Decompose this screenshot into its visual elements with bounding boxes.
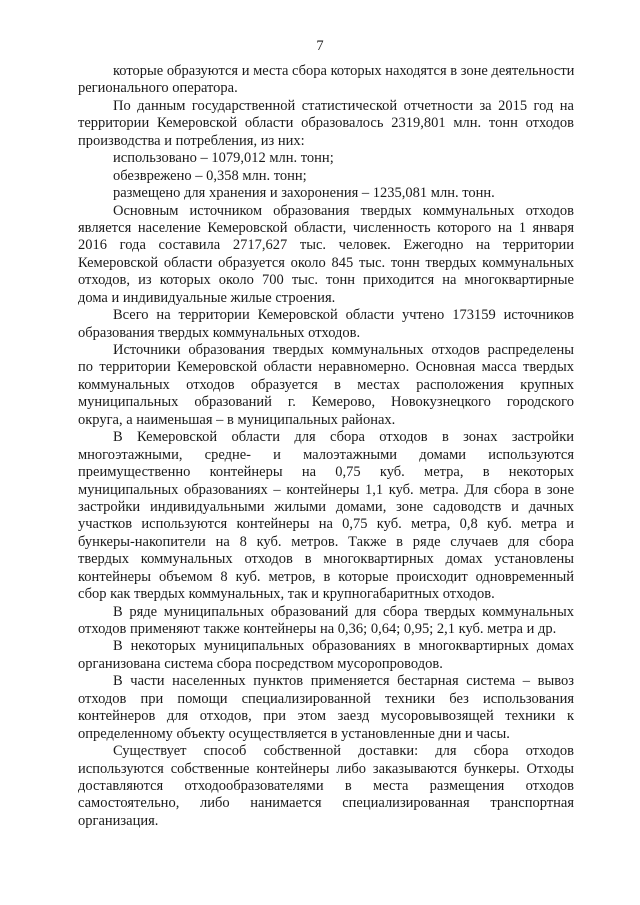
paragraph [78, 98, 574, 150]
paragraph [78, 63, 574, 98]
text-line: участков используются контейнеры на 0,75 куб. метра, 0,8 куб. метра и [78, 516, 574, 533]
text-line: регионального оператора. [78, 80, 238, 97]
paragraph [78, 638, 574, 673]
text-line: производства и потребления, из них: [78, 132, 305, 149]
text-line: многоэтажными, средне- и малоэтажными домами используются [78, 446, 574, 463]
text-line: организация. [78, 812, 159, 829]
text-line: муниципальных образований г. Кемерово, Новокузнецкого городского [78, 394, 574, 411]
text-line: Кемеровской области образуется около 845 тыс. тонн твердых коммунальных [78, 254, 574, 271]
text-line: использовано – 1079,012 млн. тонн; [113, 150, 334, 167]
paragraph [78, 185, 574, 202]
text-line: используются собственные контейнеры либо заказываются бункеры. Отходы [78, 760, 574, 777]
text-line: образования твердых коммунальных отходов. [78, 324, 361, 341]
text-line: муниципальных образованиях – контейнеры 1,1 куб. метра. Для сбора в зоне [78, 481, 574, 498]
text-line: Основным источником образования твердых коммунальных отходов [113, 202, 574, 219]
paragraph [78, 168, 574, 185]
text-line: преимущественно контейнеры на 0,75 куб. метра, в некоторых [78, 464, 574, 481]
text-line: застройки индивидуальными жилыми домами, зоне садоводств и дачных [78, 498, 574, 515]
text-line: Всего на территории Кемеровской области учтено 173159 источников [113, 307, 574, 324]
text-line: контейнеры объемом 8 куб. метров, в которые происходит одновременный [78, 568, 574, 585]
text-line: самостоятельно, либо нанимается специализированная транспортная [78, 795, 574, 812]
text-line: по территории Кемеровской области неравномерно. Основная масса твердых [78, 359, 574, 376]
text-line: контейнеров для отходов, при этом заезд мусоровывозящей техники к [78, 708, 574, 725]
text-line: По данным государственной статистической отчетности за 2015 год на [113, 97, 574, 114]
text-line: отходов, из которых около 700 тыс. тонн приходится на многоквартирные [78, 272, 574, 289]
text-line: В Кемеровской области для сбора отходов в зонах застройки [113, 429, 574, 446]
text-line: отходов при помощи специализированной техники без использования [78, 690, 574, 707]
paragraph [78, 673, 574, 743]
page-number: 7 [316, 38, 324, 54]
text-line: В части населенных пунктов применяется бестарная система – вывоз [113, 673, 574, 690]
paragraph [78, 429, 574, 603]
text-line: Источники образования твердых коммунальных отходов распределены [113, 342, 574, 358]
paragraph [78, 342, 574, 429]
text-line: бункеры-накопители на 8 куб. метров. Также в ряде случаев для сбора [78, 533, 574, 550]
text-line: является население Кемеровской области, численность которого на 1 января [78, 219, 574, 236]
text-line: В ряде муниципальных образований для сбора твердых коммунальных [113, 603, 574, 620]
paragraph [78, 743, 574, 830]
text-line: округа, а наименьшая – в муниципальных районах. [78, 411, 396, 428]
text-line: территории Кемеровской области образовалось 2319,801 млн. тонн отходов [78, 115, 574, 132]
text-line: которые образуются и места сбора которых находятся в зоне деятельности [113, 63, 575, 79]
text-line: твердых коммунальных отходов в многоквартирных домах установлены [78, 551, 574, 568]
text-line: 2016 года составила 2717,627 тыс. человек. Ежегодно на территории [78, 237, 574, 254]
text-line: дома и индивидуальные жилые строения. [78, 289, 336, 306]
text-line: сбор как твердых коммунальных, так и крупногабаритных отходов. [78, 586, 495, 603]
paragraph [78, 307, 574, 342]
paragraph [78, 604, 574, 639]
paragraph [78, 203, 574, 308]
text-line: размещено для хранения и захоронения – 1235,081 млн. тонн. [113, 185, 495, 202]
text-line: организована система сбора посредством мусоропроводов. [78, 655, 443, 672]
text-line: коммунальных отходов образуется в местах расположения крупных [78, 376, 574, 393]
text-line: обезврежено – 0,358 млн. тонн; [113, 167, 307, 184]
text-line: Существует способ собственной доставки: для сбора отходов [113, 743, 574, 760]
paragraph [78, 150, 574, 167]
text-line: В некоторых муниципальных образованиях в многоквартирных домах [113, 638, 574, 655]
document-body [78, 63, 574, 830]
text-line: доставляются отходообразователями в места размещения отходов [78, 777, 574, 794]
text-line: отходов применяют также контейнеры на 0,36; 0,64; 0,95; 2,1 куб. метра и др. [78, 621, 557, 637]
text-line: определенному объекту осуществляется в установленные дни и часы. [78, 725, 510, 742]
